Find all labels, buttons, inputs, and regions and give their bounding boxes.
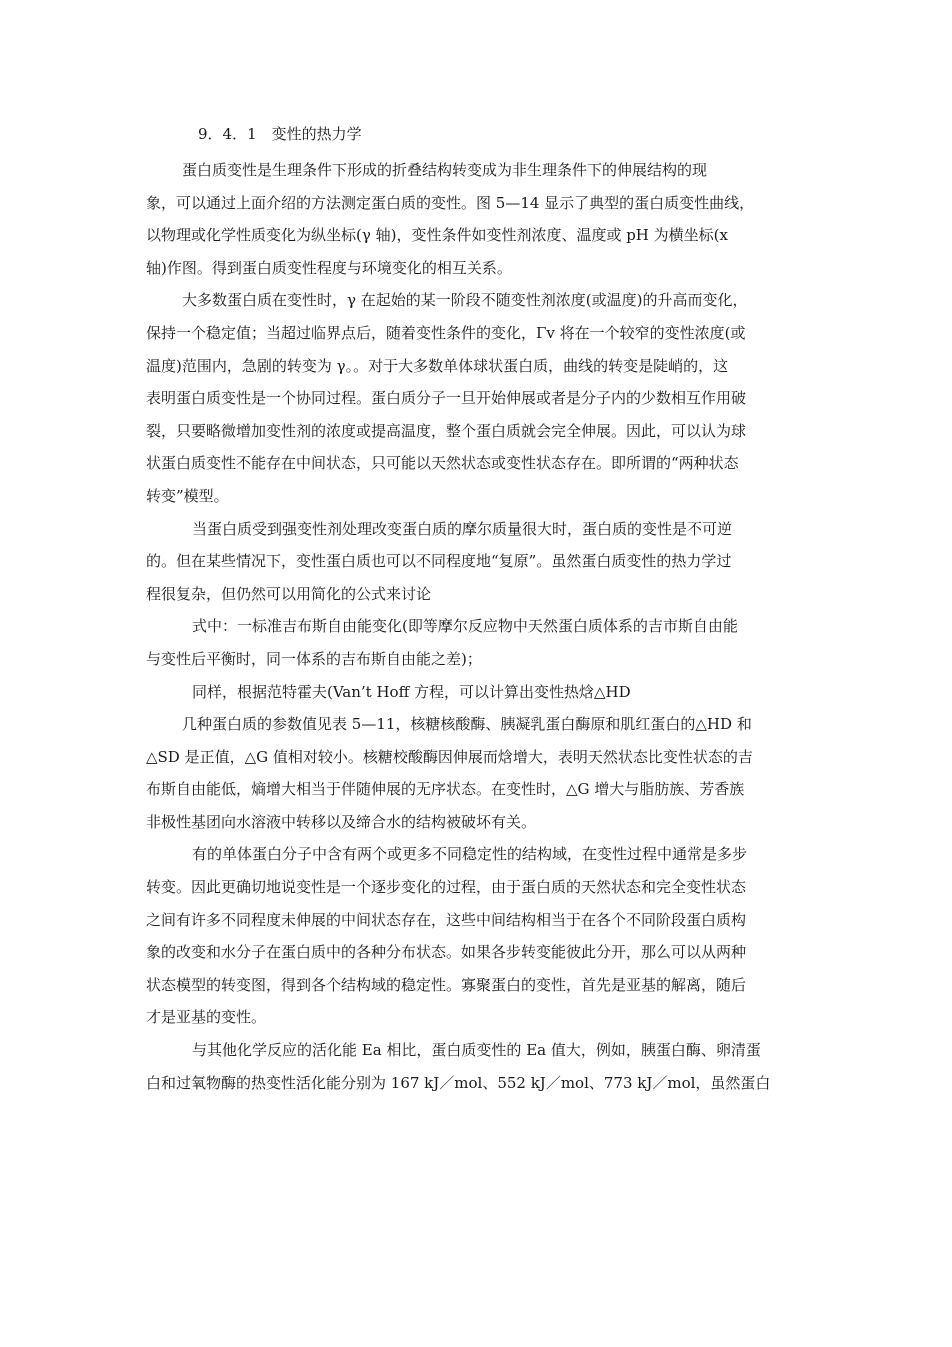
paragraph-line: 非极性基团向水溶液中转移以及缔合水的结构被破坏有关。	[146, 812, 537, 831]
paragraph-line: 与变性后平衡时，同一体系的吉布斯自由能之差)；	[146, 649, 482, 668]
paragraph-line: 象，可以通过上面介绍的方法测定蛋白质的变性。图 5—14 显示了典型的蛋白质变性曲线，	[146, 193, 755, 212]
paragraph-line: 温度)范围内，急剧的转变为 γ。。对于大多数单体球状蛋白质，曲线的转变是陡峭的，这	[146, 356, 729, 375]
paragraph-2	[146, 284, 810, 512]
paragraph-line: 有的单体蛋白分子中含有两个或更多不同稳定性的结构域，在变性过程中通常是多步	[192, 845, 748, 864]
paragraph-line: 大多数蛋白质在变性时，γ 在起始的某一阶段不随变性剂浓度(或温度)的升高而变化，	[182, 291, 748, 310]
paragraph-line: 蛋白质变性是生理条件下形成的折叠结构转变成为非生理条件下的伸展结构的现	[182, 161, 708, 179]
paragraph-line: 之间有许多不同程度未伸展的中间状态存在，这些中间结构相当于在各个不同阶段蛋白质构	[146, 910, 747, 929]
paragraph-line: △SD 是正值，△G 值相对较小。核糖校酸酶因伸展而焓增大，表明天然状态比变性状态的吉	[146, 747, 753, 766]
paragraph-line: 式中：一标准吉布斯自由能变化(即等摩尔反应物中天然蛋白质体系的吉市斯自由能	[192, 617, 738, 636]
paragraph-line: 以物理或化学性质变化为纵坐标(γ 轴)，变性条件如变性剂浓度、温度或 pH 为横坐标(x	[146, 226, 728, 245]
paragraph-line: 裂，只要略微增加变性剂的浓度或提高温度，整个蛋白质就会完全伸展。因此，可以认为球	[146, 421, 747, 440]
paragraph-line: 的。但在某些情况下，变性蛋白质也可以不同程度地“复原”。虽然蛋白质变性的热力学过	[146, 552, 732, 571]
paragraph-3	[146, 513, 810, 611]
paragraph-7	[146, 838, 810, 1034]
paragraph-line: 转变。因此更确切地说变性是一个逐步变化的过程，由于蛋白质的天然状态和完全变性状态	[146, 878, 747, 897]
paragraph-5	[146, 676, 810, 709]
paragraph-line: 白和过氧物酶的热变性活化能分别为 167 kJ／mol、552 kJ／mol、773 kJ／mol，虽然蛋白	[146, 1073, 771, 1092]
paragraph-line: 转变”模型。	[146, 486, 229, 505]
paragraph-4	[146, 610, 810, 675]
paragraph-8	[146, 1034, 810, 1099]
paragraph-line: 与其他化学反应的活化能 Ea 相比，蛋白质变性的 Ea 值大，例如，胰蛋白酶、卵清蛋	[192, 1041, 761, 1060]
paragraph-1	[146, 154, 810, 284]
paragraph-line: 才是亚基的变性。	[146, 1008, 267, 1027]
paragraph-line: 程很复杂，但仍然可以用简化的公式来讨论	[146, 584, 432, 603]
paragraph-line: 布斯自由能低，熵增大相当于伴随伸展的无序状态。在变性时，△G 增大与脂肪族、芳香族	[146, 780, 745, 799]
paragraph-line: 轴)作图。得到蛋白质变性程度与环境变化的相互关系。	[146, 258, 512, 277]
paragraph-line: 当蛋白质受到强变性剂处理改变蛋白质的摩尔质量很大时，蛋白质的变性是不可逆	[192, 519, 733, 538]
paragraph-line: 状蛋白质变性不能存在中间状态，只可能以天然状态或变性状态存在。即所谓的“两种状态	[146, 454, 739, 473]
paragraph-line: 象的改变和水分子在蛋白质中的各种分布状态。如果各步转变能彼此分开，那么可以从两种	[146, 943, 747, 962]
text-body	[146, 118, 810, 1099]
paragraph-6	[146, 708, 810, 838]
paragraph-line: 表明蛋白质变性是一个协同过程。蛋白质分子一旦开始伸展或者是分子内的少数相互作用破	[146, 389, 747, 408]
paragraph-line: 状态模型的转变图，得到各个结构域的稳定性。寡聚蛋白的变性，首先是亚基的解离，随后	[146, 975, 747, 994]
paragraph-line: 几种蛋白质的参数值见表 5—11，核糖核酸酶、胰凝乳蛋白酶原和肌红蛋白的△HD 和	[182, 715, 752, 734]
paragraph-line: 同样，根据范特霍夫(Van’t Hoff 方程，可以计算出变性热焓△HD	[192, 682, 631, 701]
paragraph-line: 保持一个稳定值；当超过临界点后，随着变性条件的变化，Γv 将在一个较窄的变性浓度(或	[146, 323, 746, 342]
section-heading: 9．4．1 变性的热力学	[198, 125, 362, 143]
